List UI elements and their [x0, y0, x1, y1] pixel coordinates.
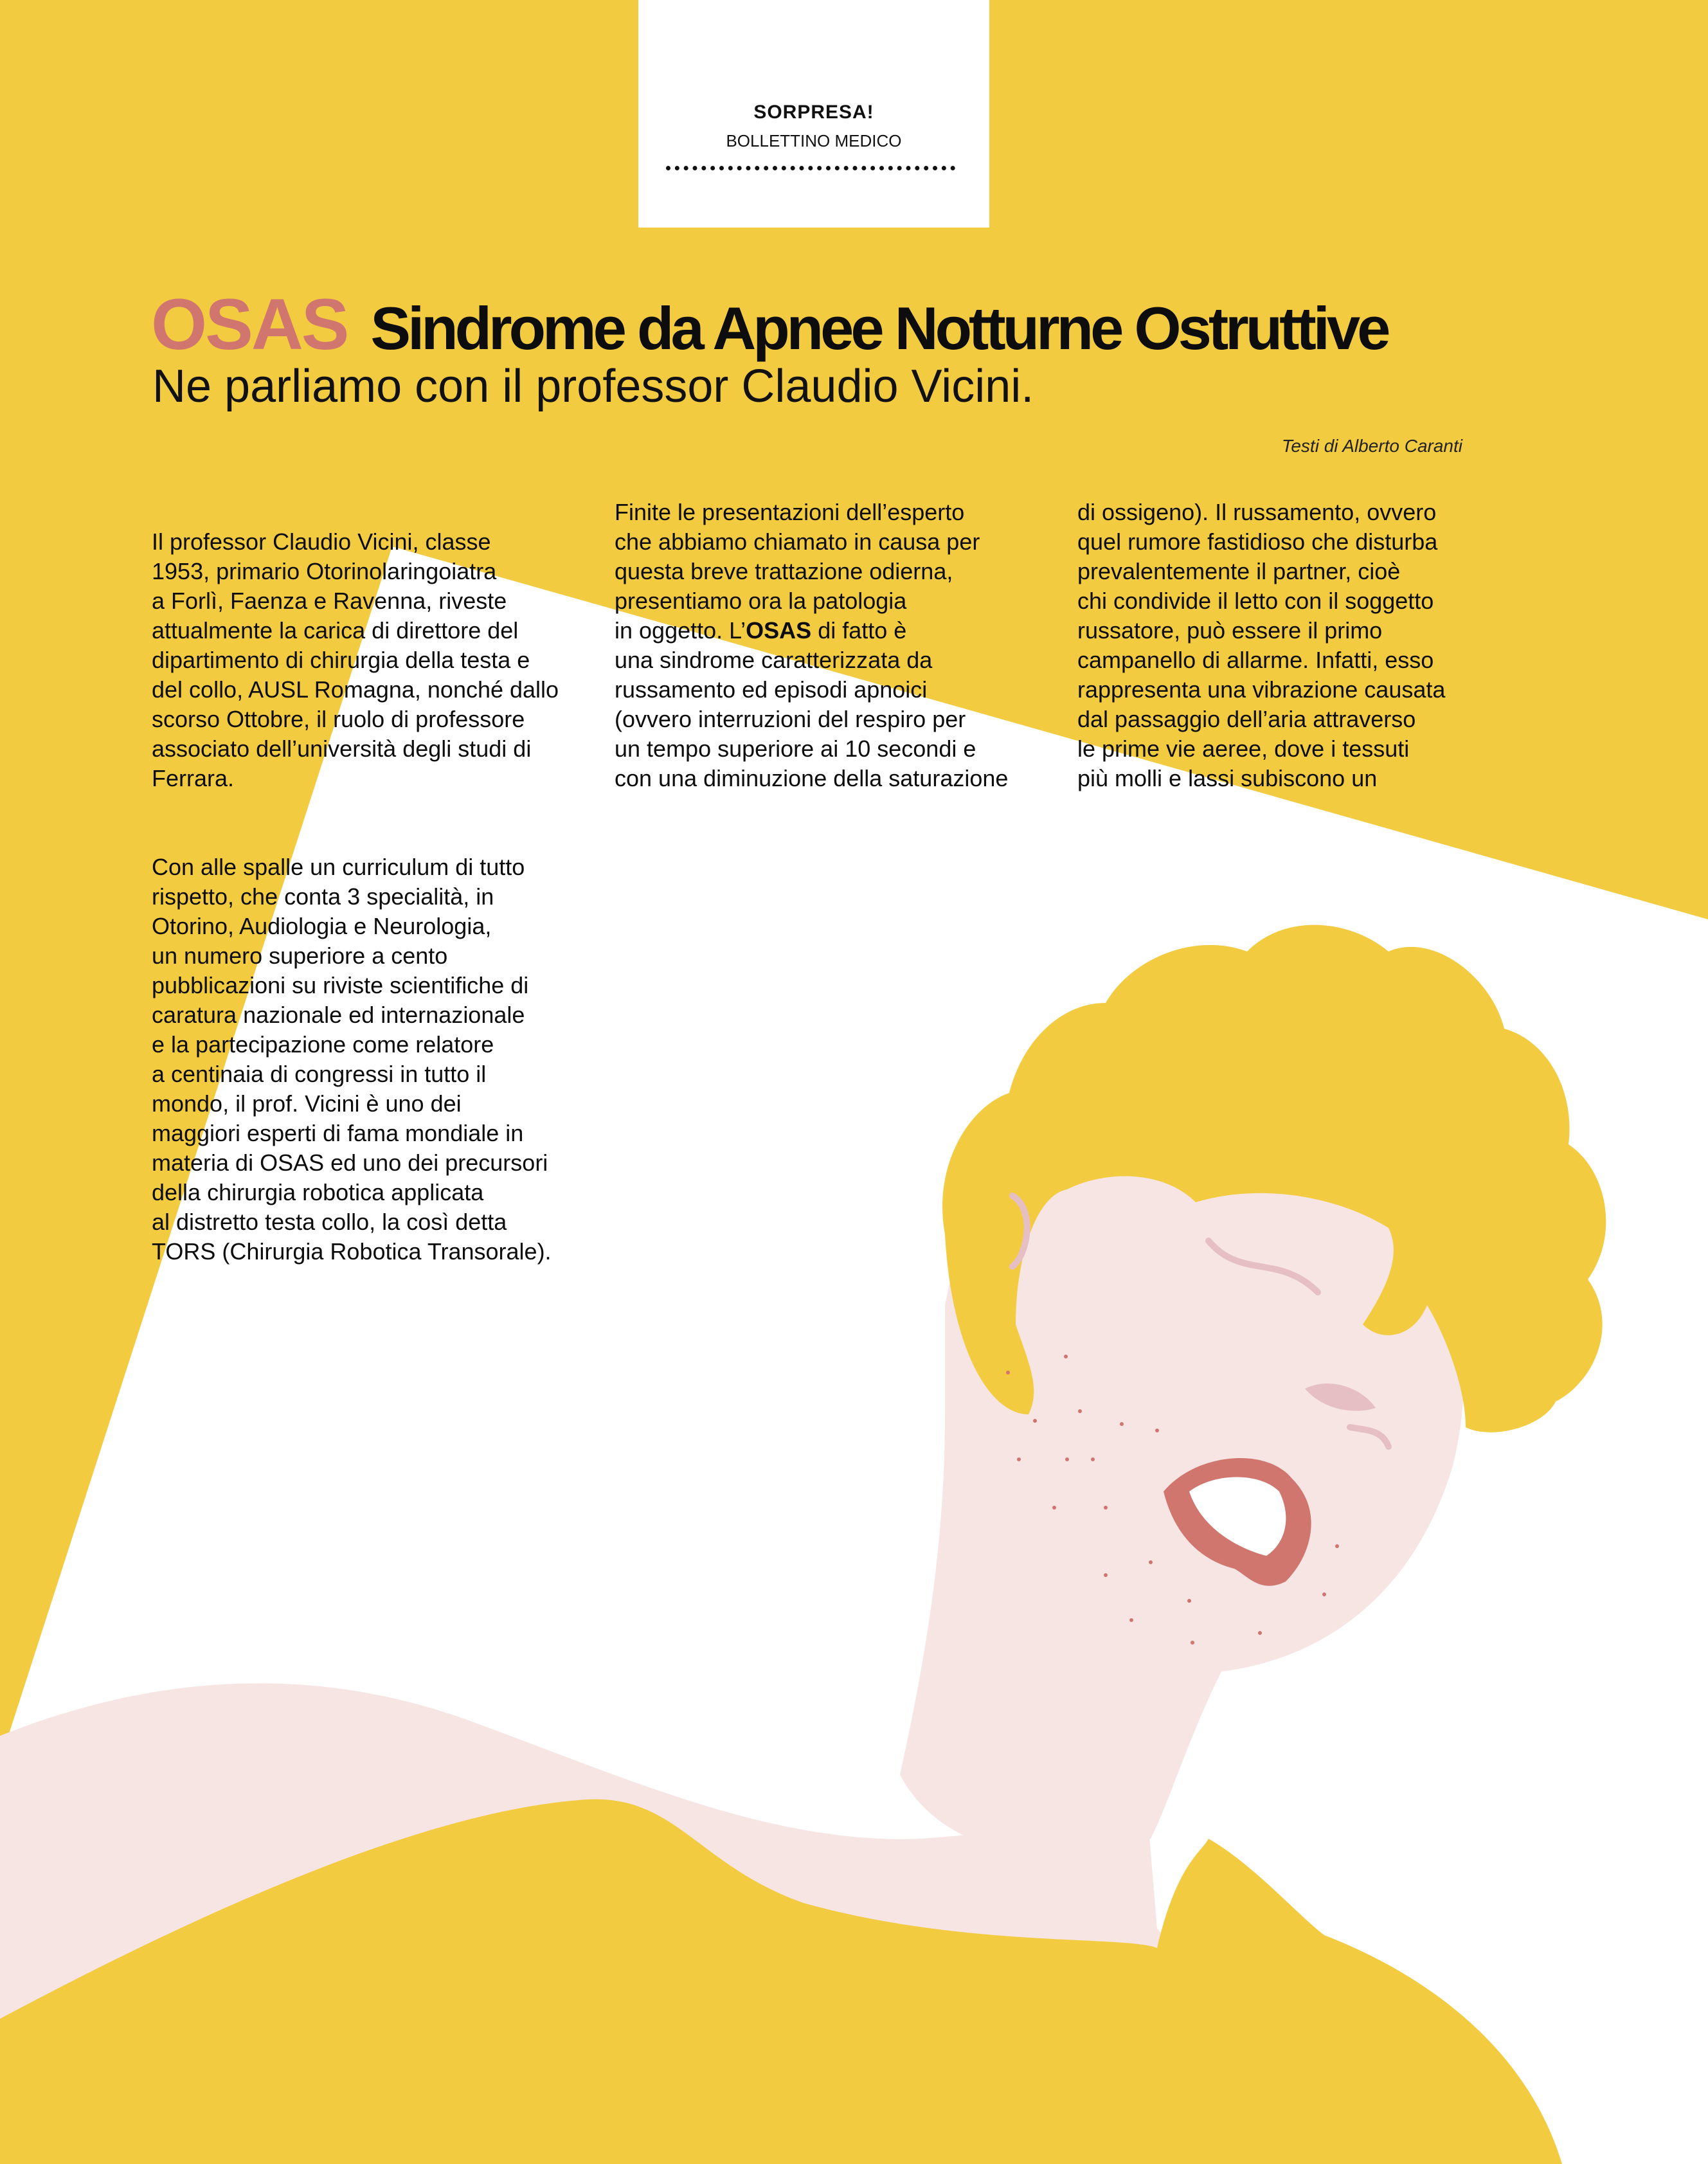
text-column-2: [615, 498, 1026, 793]
headline-acronym: OSAS: [151, 284, 348, 365]
column-1-paragraph-2: Con alle spalle un curriculum di tutto rispetto, che conta 3 specialità, in Otorino, Audiologia e Neurologia, un numero superiore a cento pubblicazioni su riviste scientifiche di caratura nazionale ed internazionale e la partecipazione come relatore a centinaia di congressi in tutto il mondo, il prof. Vicini è uno dei maggiori esperti di fama mondiale in materia di OSAS ed uno dei precursori della chirurgia robotica applicata al distretto testa collo, la così detta TORS (Chirurgia Robotica Transorale).: [152, 854, 552, 1265]
headline-subtitle: Ne parliamo con il professor Claudio Vicini.: [152, 361, 1034, 412]
section-subtitle: BOLLETTINO MEDICO: [726, 131, 902, 150]
byline: Testi di Alberto Caranti: [1281, 436, 1462, 456]
text-column-1: [152, 498, 563, 1267]
dotted-divider: [666, 166, 955, 170]
headline: [151, 283, 1565, 366]
column-2-text-a: Finite le presentazioni dell’esperto che abbiamo chiamato in causa per questa breve trattazione odierna, presentiamo ora la patologia in oggetto. L’: [615, 499, 980, 644]
headline-title: Sindrome da Apnee Notturne Ostruttive: [370, 294, 1388, 362]
section-tab: [638, 0, 989, 228]
column-1-paragraph-1: Il professor Claudio Vicini, classe 1953, primario Otorinolaringoiatra a Forlì, Faenza e Ravenna, riveste attualmente la carica di direttore del dipartimento di chirurgia della testa e del collo, AUSL Romagna, nonché dallo scorso Ottobre, il ruolo di professore associato dell’università degli studi di Ferrara.: [152, 528, 559, 791]
text-column-3: [1077, 498, 1489, 793]
column-2-text-b: di fatto è una sindrome caratterizzata da russamento ed episodi apnoici (ovvero interruzioni del respiro per un tempo superiore ai 10 secondi e con una diminuzione della saturazione: [615, 617, 1009, 791]
section-title: SORPRESA!: [753, 102, 874, 123]
column-2-osas-bold: OSAS: [746, 617, 812, 644]
paragraph-gap: [152, 793, 563, 823]
column-3-text: di ossigeno). Il russamento, ovvero quel rumore fastidioso che disturba prevalentemente il partner, cioè chi condivide il letto con il soggetto russatore, può essere il primo campanello di allarme. Infatti, esso rappresenta una vibrazione causata dal passaggio dell’aria attraverso le prime vie aeree, dove i tessuti più molli e lassi subiscono un: [1077, 499, 1446, 791]
